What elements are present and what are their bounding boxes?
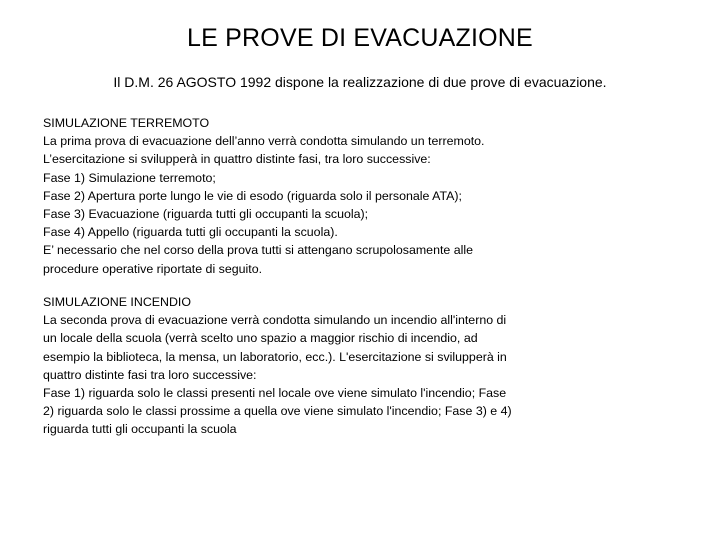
page-title: LE PROVE DI EVACUAZIONE [187, 24, 533, 52]
text-line: procedure operative riportate di seguito. [43, 261, 263, 276]
section-heading-terremoto: SIMULAZIONE TERREMOTO [43, 116, 210, 130]
section-heading-incendio: SIMULAZIONE INCENDIO [43, 295, 192, 309]
text-line: La seconda prova di evacuazione verrà condotta simulando un incendio all'interno di [43, 313, 507, 328]
section-incendio [43, 293, 583, 439]
text-line: Fase 1) Simulazione terremoto; [43, 170, 216, 185]
text-line: riguarda tutti gli occupanti la scuola [43, 422, 237, 437]
text-line: La prima prova di evacuazione dell’anno verrà condotta simulando un terremoto. [43, 134, 485, 149]
text-line: Fase 1) riguarda solo le classi presenti nel locale ove viene simulato l'incendio; Fase [43, 386, 507, 401]
text-line: un locale della scuola (verrà scelto uno spazio a maggior rischio di incendio, ad [43, 331, 478, 346]
text-line: E’ necessario che nel corso della prova tutti si attengano scrupolosamente alle [43, 243, 474, 258]
text-line: quattro distinte fasi tra loro successive: [43, 367, 257, 382]
section-terremoto [43, 114, 583, 278]
text-line: 2) riguarda solo le classi prossime a quella ove viene simulato l'incendio; Fase 3) e 4) [43, 404, 512, 419]
text-line: L’esercitazione si svilupperà in quattro distinte fasi, tra loro successive: [43, 152, 431, 167]
text-line: esempio la biblioteca, la mensa, un laboratorio, ecc.). L'esercitazione si svilupperà in [43, 349, 507, 364]
text-line: Fase 2) Apertura porte lungo le vie di esodo (riguarda solo il personale ATA); [43, 188, 462, 203]
text-line: Fase 3) Evacuazione (riguarda tutti gli occupanti la scuola); [43, 207, 369, 222]
text-line: Fase 4) Appello (riguarda tutti gli occupanti la scuola). [43, 225, 338, 240]
subtitle: Il D.M. 26 AGOSTO 1992 dispone la realizzazione di due prove di evacuazione. [113, 74, 607, 90]
